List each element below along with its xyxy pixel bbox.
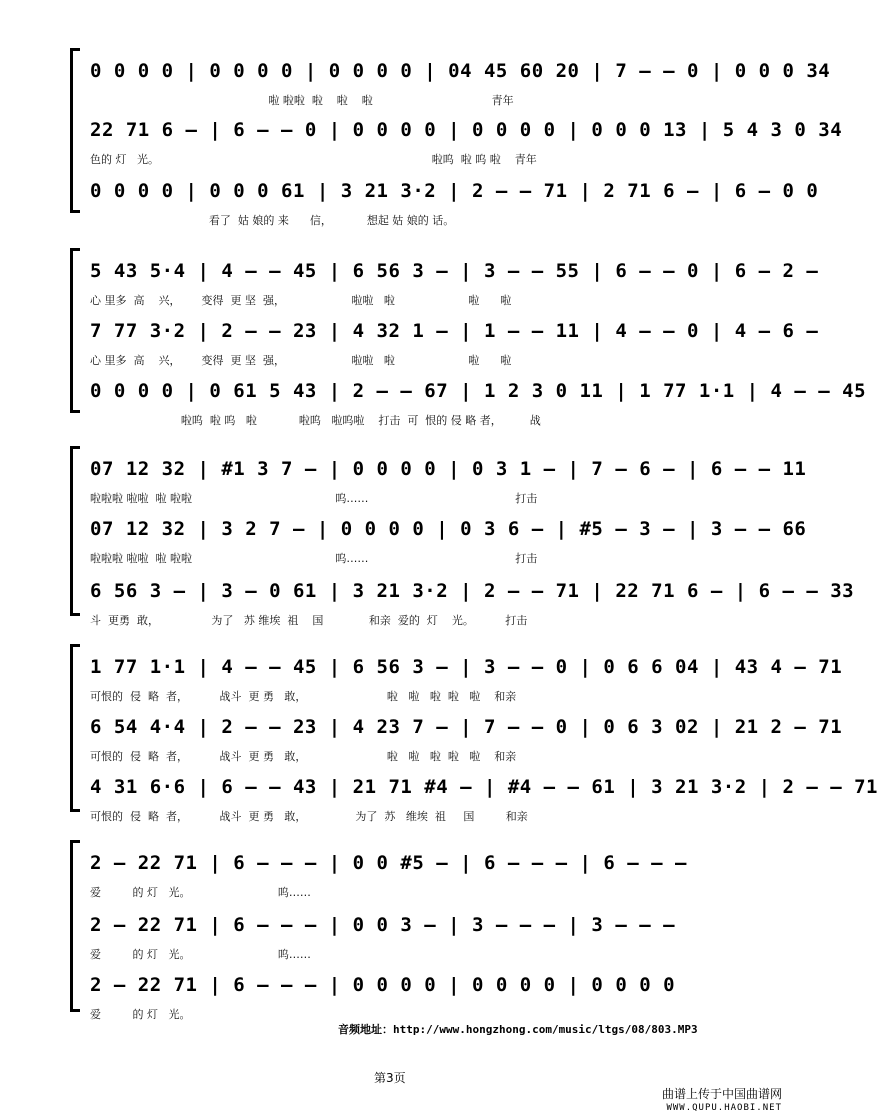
notation-line: 6 54 4·4 | 2 – – 23 | 4 23 7 – | 7 – – 0 | 0 6 3 02 | 21 2 – 71 [90, 716, 843, 738]
notation-line: 5 43 5·4 | 4 – – 45 | 6 56 3 – | 3 – – 55 | 6 – – 0 | 6 – 2 – [90, 260, 819, 282]
notation-line: 22 71 6 – | 6 – – 0 | 0 0 0 0 | 0 0 0 0 | 0 0 0 13 | 5 4 3 0 34 [90, 119, 843, 141]
notation-line: 2 – 22 71 | 6 – – – | 0 0 #5 – | 6 – – – | 6 – – – [90, 852, 687, 874]
lyric-line: 看了 姑 娘的 来 信， 想起 姑 娘的 话。 [90, 214, 455, 227]
system-bracket [70, 48, 79, 213]
lyric-line: 心 里多 高 兴， 变得 更 坚 强， 啦啦 啦 啦 啦 [90, 294, 512, 307]
score-system-3 [70, 446, 855, 627]
watermark-url[interactable]: WWW.QUPU.HAOBI.NET [666, 1103, 782, 1113]
lyric-line: 啦啦啦 啦啦 啦 啦啦 呜…… 打击 [90, 552, 538, 565]
notation-line: 0 0 0 0 | 0 61 5 43 | 2 – – 67 | 1 2 3 0 11 | 1 77 1·1 | 4 – – 45 [90, 380, 867, 402]
notation-line: 07 12 32 | #1 3 7 – | 0 0 0 0 | 0 3 1 – | 7 – 6 – | 6 – – 11 [90, 458, 807, 480]
voice-part-3 [84, 380, 867, 450]
lyric-line: 爱 的 灯 光。 [90, 1008, 191, 1021]
lyric-line: 可恨的 侵 略 者， 战斗 更 勇 敢， 啦 啦 啦 啦 啦 和亲 [90, 750, 517, 763]
notation-line: 0 0 0 0 | 0 0 0 0 | 0 0 0 0 | 04 45 60 20 | 7 – – 0 | 0 0 0 34 [90, 60, 831, 82]
voice-part-1 [84, 852, 687, 922]
audio-address [338, 1021, 698, 1037]
score-system-2 [70, 248, 867, 427]
lyric-line: 啦啦啦 啦啦 啦 啦啦 呜…… 打击 [90, 492, 538, 505]
notation-line: 4 31 6·6 | 6 – – 43 | 21 71 #4 – | #4 – – 61 | 3 21 3·2 | 2 – – 71 [90, 776, 878, 798]
notation-line: 07 12 32 | 3 2 7 – | 0 0 0 0 | 0 3 6 – | #5 – 3 – | 3 – – 66 [90, 518, 807, 540]
score-system-5 [70, 840, 687, 1021]
lyric-line: 啦 啦啦 啦 啦 啦 青年 [90, 94, 514, 107]
system-bracket [70, 248, 79, 413]
site-watermark [662, 1087, 782, 1115]
notation-line: 0 0 0 0 | 0 0 0 61 | 3 21 3·2 | 2 – – 71 | 2 71 6 – | 6 – 0 0 [90, 180, 819, 202]
lyric-line: 爱 的 灯 光。 呜…… [90, 948, 311, 961]
system-bracket [70, 644, 79, 812]
system-bracket [70, 446, 79, 616]
voice-part-2 [84, 119, 843, 189]
lyric-line: 可恨的 侵 略 者， 战斗 更 勇 敢， 为了 苏 维埃 祖 国 和亲 [90, 810, 528, 823]
page-number: 第3页 [374, 1071, 406, 1085]
voice-part-3 [84, 180, 819, 250]
voice-part-3 [84, 776, 878, 846]
lyric-line: 可恨的 侵 略 者， 战斗 更 勇 敢， 啦 啦 啦 啦 啦 和亲 [90, 690, 517, 703]
lyric-line: 色的 灯 光。 啦呜 啦 呜 啦 青年 [90, 153, 537, 166]
lyric-line: 心 里多 高 兴， 变得 更 坚 强， 啦啦 啦 啦 啦 [90, 354, 512, 367]
notation-line: 6 56 3 – | 3 – 0 61 | 3 21 3·2 | 2 – – 71 | 22 71 6 – | 6 – – 33 [90, 580, 855, 602]
score-system-4 [70, 644, 878, 823]
voice-part-3 [84, 580, 855, 650]
notation-line: 1 77 1·1 | 4 – – 45 | 6 56 3 – | 3 – – 0 | 0 6 6 04 | 43 4 – 71 [90, 656, 843, 678]
notation-line: 2 – 22 71 | 6 – – – | 0 0 0 0 | 0 0 0 0 | 0 0 0 0 [90, 974, 676, 996]
lyric-line: 啦呜 啦 呜 啦 啦呜 啦呜啦 打击 可 恨的 侵 略 者， 战 [90, 414, 541, 427]
audio-link[interactable]: http://www.hongzhong.com/music/ltgs/08/803.MP3 [393, 1023, 698, 1036]
lyric-line: 斗 更勇 敢， 为了 苏 维埃 祖 国 和亲 爱的 灯 光。 打击 [90, 614, 528, 627]
audio-label: 音频地址： [338, 1023, 393, 1036]
notation-line: 2 – 22 71 | 6 – – – | 0 0 3 – | 3 – – – | 3 – – – [90, 914, 676, 936]
voice-part-2 [84, 518, 807, 588]
watermark-title: 曲谱上传于中国曲谱网 [661, 1087, 782, 1101]
system-bracket [70, 840, 79, 1012]
notation-line: 7 77 3·2 | 2 – – 23 | 4 32 1 – | 1 – – 11 | 4 – – 0 | 4 – 6 – [90, 320, 819, 342]
lyric-line: 爱 的 灯 光。 呜…… [90, 886, 311, 899]
score-system-1 [70, 48, 843, 227]
